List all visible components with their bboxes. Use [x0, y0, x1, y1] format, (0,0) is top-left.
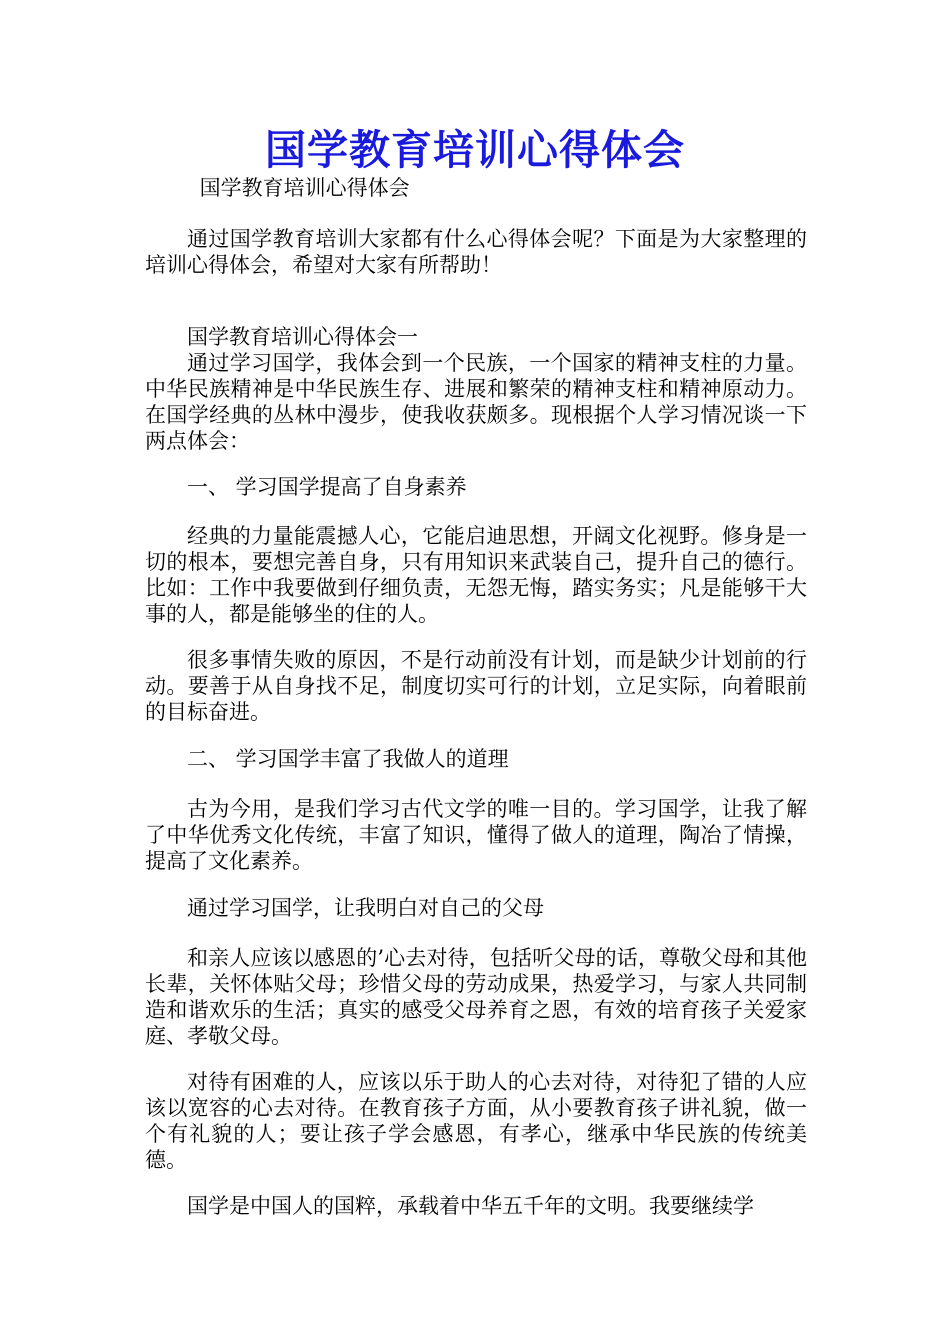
- document-title: 国学教育培训心得体会: [265, 126, 685, 174]
- point-heading-text: 二、 学习国学丰富了我做人的道理: [187, 747, 509, 771]
- point-heading-1: [145, 474, 807, 500]
- section-heading: [145, 324, 807, 350]
- paragraph-text: 对待有困难的人，应该以乐于助人的心去对待，对待犯了错的人应该以宽容的心去对待。在教育孩子方面，从小要教育孩子讲礼貌，做一个有礼貌的人；要让孩子学会感恩，有孝心，继承中华民族的传统美德。: [145, 1070, 807, 1172]
- point-heading-2: [145, 746, 807, 772]
- paragraph-text: 国学是中国人的国粹，承载着中华五千年的文明。我要继续学: [187, 1194, 754, 1218]
- paragraph-text: 很多事情失败的原因，不是行动前没有计划，而是缺少计划前的行动。要善于从自身找不足，制度切实可行的计划，立足实际，向着眼前的目标奋进。: [145, 648, 807, 724]
- paragraph-7: [145, 1069, 807, 1173]
- document-subtitle: [145, 175, 807, 201]
- paragraph-text: 通过学习国学，我体会到一个民族，一个国家的精神支柱的力量。中华民族精神是中华民族生存、进展和繁荣的精神支柱和精神原动力。在国学经典的丛林中漫步，使我收获颇多。现根据个人学习情况谈一下两点体会：: [145, 351, 807, 453]
- paragraph-text: 通过学习国学，让我明白对自己的父母: [187, 896, 544, 920]
- paragraph-2: [145, 523, 807, 627]
- paragraph-1: [145, 350, 807, 454]
- point-heading-text: 一、 学习国学提高了自身素养: [187, 475, 467, 499]
- subtitle-text: 国学教育培训心得体会: [199, 176, 410, 200]
- paragraph-text: 和亲人应该以感恩的’心去对待，包括听父母的话，尊敬父母和其他长辈，关怀体贴父母；珍惜父母的劳动成果，热爱学习，与家人共同制造和谐欢乐的生活；真实的感受父母养育之恩，有效的培育孩子关爱家庭、孝敬父母。: [145, 946, 807, 1048]
- paragraph-5: [145, 895, 807, 921]
- intro-text: 通过国学教育培训大家都有什么心得体会呢？下面是为大家整理的培训心得体会，希望对大家有所帮助！: [145, 227, 807, 277]
- paragraph-4: [145, 796, 807, 874]
- paragraph-6: [145, 945, 807, 1049]
- paragraph-text: 古为今用，是我们学习古代文学的唯一目的。学习国学，让我了解了中华优秀文化传统，丰富了知识，懂得了做人的道理，陶冶了情操，提高了文化素养。: [145, 797, 807, 873]
- intro-paragraph: [145, 226, 807, 278]
- section-heading-text: 国学教育培训心得体会一: [187, 325, 418, 349]
- paragraph-3: [145, 647, 807, 725]
- paragraph-8: [145, 1193, 807, 1219]
- paragraph-text: 经典的力量能震撼人心，它能启迪思想，开阔文化视野。修身是一切的根本，要想完善自身，只有用知识来武装自己，提升自己的德行。比如：工作中我要做到仔细负责，无怨无悔，踏实务实；凡是能够干大事的人，都是能够坐的住的人。: [145, 524, 807, 626]
